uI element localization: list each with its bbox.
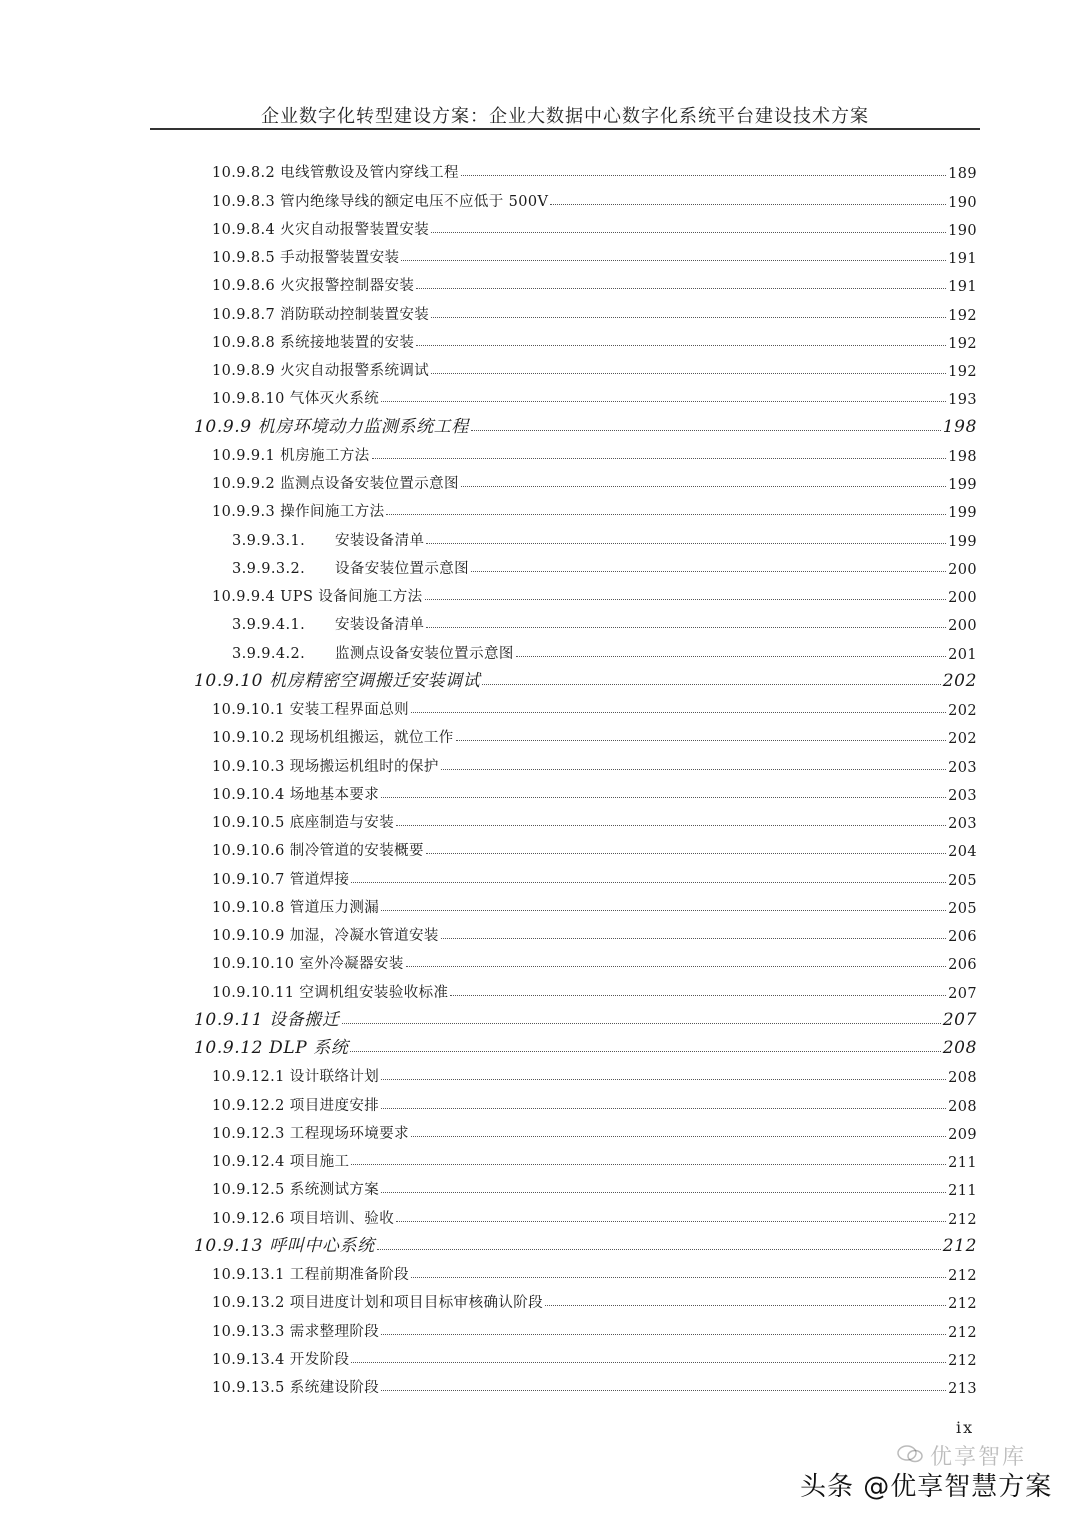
- toc-leader-dots: [381, 401, 946, 402]
- toc-entry-title: 10.9.8.3 管内绝缘导线的额定电压不应低于 500V: [212, 190, 550, 211]
- toc-leader-dots: [381, 910, 946, 911]
- toc-entry-title: 10.9.13.3 需求整理阶段: [212, 1320, 381, 1341]
- toc-leader-dots: [545, 1305, 946, 1306]
- toc-leader-dots: [342, 1023, 941, 1024]
- toc-entry-page: 198: [948, 448, 977, 465]
- toc-entry[interactable]: [0, 1002, 977, 1030]
- toc-entry-title: 10.9.13.4 开发阶段: [212, 1348, 351, 1369]
- toc-leader-dots: [461, 175, 946, 176]
- toc-entry-page: 200: [948, 590, 977, 606]
- toc-entry-title: 10.9.8.2 电线管敷设及管内穿线工程: [212, 161, 461, 182]
- toc-entry-page: 202: [948, 731, 977, 748]
- toc-entry-title: 10.9.8.9 火灾自动报警系统调试: [212, 359, 431, 380]
- toc-leader-dots: [350, 1051, 940, 1052]
- toc-entry-title: 10.9.10.11 空调机组安装验收标准: [212, 981, 450, 1002]
- toc-entry-page: 190: [948, 222, 977, 239]
- toc-entry-page: 208: [942, 1038, 977, 1058]
- toc-entry-page: 202: [948, 703, 977, 719]
- toc-entry[interactable]: [0, 606, 977, 634]
- toc-entry-title: 10.9.9 机房环境动力监测系统工程: [194, 412, 471, 437]
- toc-entry-page: 204: [948, 844, 977, 861]
- toc-entry[interactable]: [0, 1086, 977, 1114]
- toc-entry-title: 10.9.12.1 设计联络计划: [212, 1065, 381, 1086]
- toc-entry-page: 208: [948, 1070, 977, 1087]
- toc-entry-title: 10.9.8.7 消防联动控制装置安装: [212, 303, 431, 324]
- toc-entry[interactable]: [0, 1058, 977, 1086]
- toc-entry[interactable]: [0, 380, 977, 408]
- watermark: [800, 1440, 1070, 1510]
- toc-entry-page: 203: [948, 816, 977, 832]
- toc-entry[interactable]: [0, 1115, 977, 1143]
- toc-entry-title: 3.9.9.3.1. 安装设备清单: [232, 529, 426, 550]
- toc-leader-dots: [396, 1221, 946, 1222]
- toc-entry-page: 206: [948, 957, 977, 974]
- toc-leader-dots: [396, 825, 946, 826]
- toc-entry[interactable]: [0, 634, 977, 662]
- toc-entry-page: 200: [948, 618, 977, 635]
- toc-leader-dots: [351, 1362, 946, 1363]
- toc-entry[interactable]: [0, 267, 977, 295]
- watermark-source: 头条 @优享智慧方案: [800, 1472, 1053, 1502]
- toc-leader-dots: [411, 712, 946, 713]
- toc-entry[interactable]: [0, 1199, 977, 1227]
- toc-entry-title: 10.9.8.10 气体灭火系统: [212, 387, 381, 408]
- toc-entry[interactable]: [0, 493, 977, 521]
- toc-entry-page: 189: [948, 166, 977, 183]
- toc-entry[interactable]: [0, 804, 977, 832]
- toc-entry-page: 191: [948, 279, 977, 296]
- toc-entry[interactable]: [0, 691, 977, 719]
- toc-leader-dots: [406, 966, 946, 967]
- toc-entry[interactable]: [0, 663, 977, 691]
- toc-entry[interactable]: [0, 1369, 977, 1397]
- toc-entry-title: 3.9.9.3.2. 设备安装位置示意图: [232, 557, 471, 578]
- toc-entry[interactable]: [0, 889, 977, 917]
- toc-entry[interactable]: [0, 747, 977, 775]
- header-divider: [150, 128, 980, 130]
- toc-entry-title: 10.9.9.3 操作间施工方法: [212, 500, 386, 521]
- toc-entry-page: 199: [948, 533, 977, 550]
- toc-entry-title: 10.9.10.2 现场机组搬运，就位工作: [212, 726, 456, 747]
- toc-entry[interactable]: [0, 973, 977, 1001]
- toc-leader-dots: [381, 1334, 946, 1335]
- toc-entry[interactable]: [0, 1341, 977, 1369]
- toc-entry-title: 3.9.9.4.2. 监测点设备安装位置示意图: [232, 642, 516, 663]
- toc-entry-title: 10.9.8.6 火灾报警控制器安装: [212, 274, 416, 295]
- toc-entry-title: 10.9.12.4 项目施工: [212, 1150, 351, 1171]
- toc-entry-page: 203: [948, 787, 977, 804]
- toc-entry-page: 203: [948, 759, 977, 776]
- toc-entry-page: 209: [948, 1126, 977, 1143]
- toc-leader-dots: [482, 684, 940, 685]
- toc-entry-title: 10.9.13.5 系统建设阶段: [212, 1376, 381, 1397]
- toc-entry-page: 201: [948, 646, 977, 663]
- toc-entry[interactable]: [0, 578, 977, 606]
- toc-entry-page: 193: [948, 392, 977, 409]
- toc-entry-page: 212: [948, 1211, 977, 1228]
- toc-leader-dots: [431, 317, 946, 318]
- toc-leader-dots: [351, 1164, 946, 1165]
- toc-entry-title: 10.9.13.1 工程前期准备阶段: [212, 1263, 411, 1284]
- toc-leader-dots: [372, 458, 947, 459]
- toc-entry-title: 10.9.10.4 场地基本要求: [212, 783, 381, 804]
- toc-entry[interactable]: [0, 550, 977, 578]
- wechat-icon: [896, 1444, 924, 1464]
- toc-entry-title: 10.9.10.7 管道焊接: [212, 868, 351, 889]
- toc-leader-dots: [456, 740, 946, 741]
- toc-entry-title: 10.9.9.2 监测点设备安装位置示意图: [212, 472, 461, 493]
- toc-entry-page: 200: [948, 561, 977, 578]
- toc-entry[interactable]: [0, 239, 977, 267]
- toc-entry-page: 191: [948, 251, 977, 267]
- page-number: ix: [956, 1418, 975, 1437]
- toc-entry[interactable]: [0, 1312, 977, 1340]
- toc-entry-title: 10.9.8.4 火灾自动报警装置安装: [212, 218, 431, 239]
- toc-entry-title: 10.9.10.10 室外冷凝器安装: [212, 952, 406, 973]
- toc-entry-page: 212: [948, 1324, 977, 1341]
- toc-leader-dots: [426, 853, 946, 854]
- toc-leader-dots: [416, 288, 946, 289]
- toc-entry-page: 212: [942, 1235, 977, 1256]
- toc-leader-dots: [381, 1192, 946, 1193]
- toc-entry-page: 213: [948, 1381, 977, 1397]
- toc-leader-dots: [450, 995, 946, 996]
- toc-leader-dots: [471, 571, 946, 572]
- toc-leader-dots: [411, 1277, 946, 1278]
- toc-leader-dots: [386, 514, 946, 515]
- toc-entry[interactable]: [0, 437, 977, 465]
- toc-entry[interactable]: [0, 776, 977, 804]
- toc-entry-page: 199: [948, 505, 977, 522]
- toc-leader-dots: [416, 345, 946, 346]
- toc-entry[interactable]: [0, 182, 977, 210]
- toc-entry-page: 212: [948, 1268, 977, 1284]
- toc-leader-dots: [461, 486, 946, 487]
- toc-leader-dots: [426, 627, 946, 628]
- toc-entry-page: 205: [948, 872, 977, 889]
- toc-entry[interactable]: [0, 1256, 977, 1284]
- toc-entry[interactable]: [0, 719, 977, 747]
- toc-entry[interactable]: [0, 465, 977, 493]
- toc-entry[interactable]: [0, 945, 977, 973]
- toc-entry-page: 212: [948, 1352, 977, 1369]
- toc-entry-page: 190: [948, 194, 977, 211]
- toc-leader-dots: [431, 373, 946, 374]
- toc-leader-dots: [381, 797, 946, 798]
- toc-leader-dots: [431, 232, 946, 233]
- toc-leader-dots: [377, 1249, 941, 1250]
- page-header-title: 企业数字化转型建设方案：企业大数据中心数字化系统平台建设技术方案: [261, 106, 869, 127]
- toc-entry[interactable]: [0, 1171, 977, 1199]
- toc-entry-title: 10.9.12.6 项目培训、验收: [212, 1207, 396, 1228]
- toc-entry-title: 10.9.10.5 底座制造与安装: [212, 811, 396, 832]
- toc-entry[interactable]: [0, 1143, 977, 1171]
- toc-leader-dots: [401, 260, 946, 261]
- toc-entry[interactable]: [0, 408, 977, 436]
- toc-entry-page: 192: [948, 307, 977, 324]
- toc-entry-title: 10.9.13.2 项目进度计划和项目目标审核确认阶段: [212, 1291, 545, 1312]
- toc-entry-page: 211: [948, 1155, 977, 1171]
- toc-entry-title: 10.9.11 设备搬迁: [194, 1005, 342, 1030]
- toc-leader-dots: [381, 1108, 946, 1109]
- toc-entry-title: 10.9.12.3 工程现场环境要求: [212, 1122, 411, 1143]
- toc-entry-title: 10.9.12 DLP 系统: [194, 1033, 350, 1058]
- toc-entry[interactable]: [0, 352, 977, 380]
- toc-leader-dots: [351, 882, 946, 883]
- toc-entry-title: 10.9.10.6 制冷管道的安装概要: [212, 839, 426, 860]
- toc-entry[interactable]: [0, 324, 977, 352]
- toc-entry-page: 212: [948, 1296, 977, 1313]
- toc-entry[interactable]: [0, 832, 977, 860]
- toc-entry-page: 202: [942, 670, 977, 691]
- toc-leader-dots: [441, 769, 946, 770]
- toc-entry-title: 3.9.9.4.1. 安装设备清单: [232, 613, 426, 634]
- toc-entry-page: 192: [948, 364, 977, 380]
- toc-entry-title: 10.9.12.5 系统测试方案: [212, 1178, 381, 1199]
- toc-entry-page: 207: [948, 985, 977, 1002]
- toc-entry-page: 208: [948, 1098, 977, 1115]
- toc-entry-page: 192: [948, 335, 977, 352]
- toc-entry[interactable]: [0, 521, 977, 549]
- toc-entry[interactable]: [0, 860, 977, 888]
- toc-leader-dots: [441, 938, 946, 939]
- toc-entry-title: 10.9.9.4 UPS 设备间施工方法: [212, 585, 425, 606]
- toc-entry[interactable]: [0, 1284, 977, 1312]
- toc-leader-dots: [381, 1390, 946, 1391]
- toc-entry-title: 10.9.13 呼叫中心系统: [194, 1231, 377, 1256]
- toc-entry-page: 206: [948, 929, 977, 945]
- toc-leader-dots: [411, 1136, 946, 1137]
- toc-leader-dots: [426, 543, 946, 544]
- toc-entry[interactable]: [0, 917, 977, 945]
- toc-entry-title: 10.9.10.3 现场搬运机组时的保护: [212, 755, 441, 776]
- toc-leader-dots: [425, 599, 947, 600]
- toc-leader-dots: [550, 204, 946, 205]
- toc-entry[interactable]: [0, 211, 977, 239]
- toc-entry-title: 10.9.9.1 机房施工方法: [212, 444, 372, 465]
- toc-entry-title: 10.9.12.2 项目进度安排: [212, 1094, 381, 1115]
- toc-entry-title: 10.9.8.8 系统接地装置的安装: [212, 331, 416, 352]
- toc-leader-dots: [516, 656, 946, 657]
- toc-entry-title: 10.9.10.8 管道压力测漏: [212, 896, 381, 917]
- toc-entry-page: 205: [948, 900, 977, 917]
- toc-entry-page: 211: [948, 1183, 977, 1200]
- watermark-brand: 优享智库: [930, 1445, 1027, 1470]
- toc-entry-page: 199: [948, 477, 977, 493]
- toc-leader-dots: [381, 1079, 946, 1080]
- toc-entry-title: 10.9.10.1 安装工程界面总则: [212, 698, 411, 719]
- toc-leader-dots: [471, 430, 941, 431]
- toc-entry-page: 198: [942, 416, 977, 437]
- toc-entry-page: 207: [942, 1009, 977, 1030]
- toc-entry[interactable]: [0, 1228, 977, 1256]
- toc-entry-title: 10.9.10 机房精密空调搬迁安装调试: [194, 666, 482, 691]
- toc-entry[interactable]: [0, 154, 977, 182]
- toc-entry-title: 10.9.8.5 手动报警装置安装: [212, 246, 401, 267]
- toc-entry[interactable]: [0, 295, 977, 323]
- toc-entry-title: 10.9.10.9 加湿，冷凝水管道安装: [212, 924, 441, 945]
- toc-entry[interactable]: [0, 1030, 977, 1058]
- table-of-contents: [0, 154, 1080, 1397]
